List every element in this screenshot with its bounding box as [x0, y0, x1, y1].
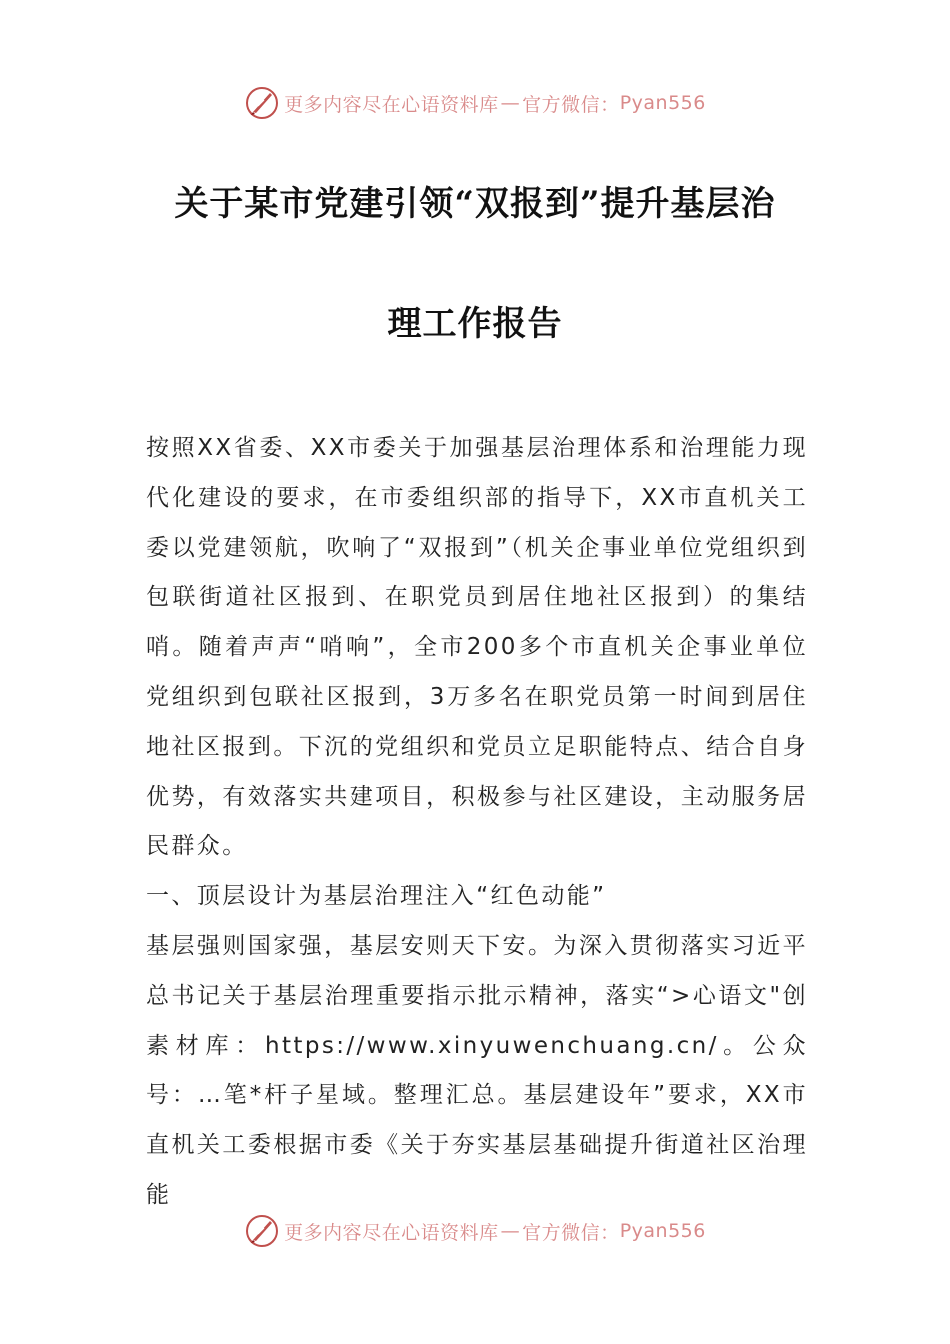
quill-logo-icon	[244, 1213, 280, 1249]
watermark-contact-id: Pyan556	[619, 1220, 706, 1242]
footer-watermark	[0, 1211, 950, 1251]
watermark-contact-id: Pyan556	[619, 92, 706, 114]
document-title-line-2: 理工作报告	[387, 304, 563, 344]
quill-logo-icon	[244, 85, 280, 121]
watermark-separator: —	[500, 1220, 521, 1242]
section-heading: 一、顶层设计为基层治理注入“红色动能”	[146, 883, 607, 910]
header-watermark	[0, 83, 950, 123]
watermark-brand: 更多内容尽在心语资料库	[284, 93, 499, 116]
paragraph-intro: 按照XX省委、XX市委关于加强基层治理体系和治理能力现代化建设的要求，在市委组织部的指导下，XX市直机关工委以党建领航，吹响了“双报到”（机关企事业单位党组织到包联街道社区报到、在职党员到居住地社区报到）的集结哨。随着声声“哨响”，全市200多个市直机关企事业单位党组织到包联社区报到，3万多名在职党员第一时间到居住地社区报到。下沉的党组织和党员立足职能特点、结合自身优势，有效落实共建项目，积极参与社区建设，主动服务居民群众。	[146, 435, 808, 860]
document-title-line-1: 关于某市党建引领“双报到”提升基层治	[174, 184, 776, 224]
watermark-contact-label: 官方微信：	[522, 1221, 620, 1244]
watermark-brand: 更多内容尽在心语资料库	[284, 1221, 499, 1244]
document-body	[146, 424, 808, 1221]
watermark-separator: —	[500, 92, 521, 114]
watermark-contact-label: 官方微信：	[522, 93, 620, 116]
paragraph-section-1: 基层强则国家强，基层安则天下安。为深入贯彻落实习近平总书记关于基层治理重要指示批示精神，落实“>心语文"创素材库：https://www.xinyuwenchuang.cn/。公众号：…笔*杆子星域。整理汇总。基层建设年”要求，XX市直机关工委根据市委《关于夯实基层基础提升街道社区治理能	[146, 932, 808, 1208]
